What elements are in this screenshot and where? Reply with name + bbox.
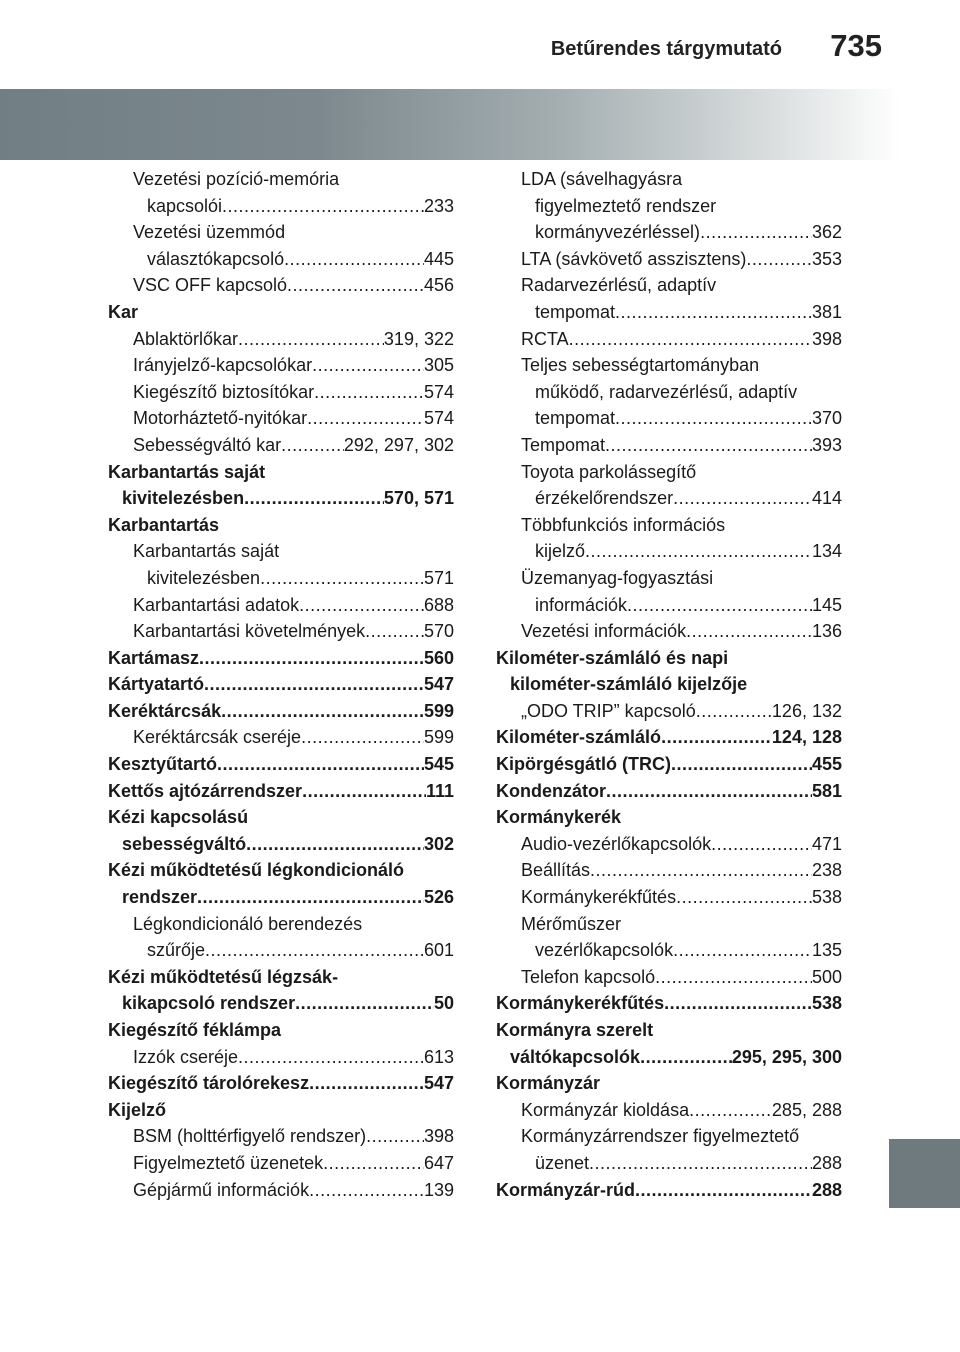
dot-leader bbox=[664, 990, 812, 1017]
index-subentry bbox=[108, 352, 454, 379]
entry-text: Karbantartás saját bbox=[108, 461, 266, 482]
dot-leader bbox=[238, 326, 384, 353]
dot-leader bbox=[199, 645, 424, 672]
index-subentry bbox=[496, 1097, 842, 1124]
page-reference: 571 bbox=[423, 567, 454, 588]
entry-text: Kormányzárrendszer figyelmeztető bbox=[521, 1126, 800, 1147]
entry-text: szűrője bbox=[147, 940, 206, 961]
page-reference: 136 bbox=[811, 621, 842, 642]
dot-leader bbox=[696, 698, 772, 725]
entry-text: Teljes sebességtartományban bbox=[521, 355, 760, 376]
entry-text: Kormányzár bbox=[496, 1073, 601, 1094]
index-subentry bbox=[496, 698, 842, 725]
entry-text: Kártyatartó bbox=[108, 674, 205, 695]
page-reference: 292, 297, 302 bbox=[343, 434, 454, 455]
section-title: Betűrendes tárgymutató bbox=[550, 38, 782, 60]
dot-leader bbox=[635, 1177, 812, 1204]
entry-text: Kormánykerékfűtés bbox=[521, 887, 677, 908]
index-subentry bbox=[496, 512, 842, 565]
index-entry bbox=[496, 724, 842, 751]
index-subentry bbox=[496, 911, 842, 964]
index-subentry bbox=[108, 166, 454, 219]
index-entry bbox=[496, 990, 842, 1017]
index-entry bbox=[496, 645, 842, 698]
dot-leader bbox=[676, 884, 812, 911]
dot-leader bbox=[615, 405, 812, 432]
page-reference: 647 bbox=[423, 1152, 454, 1173]
page-reference: 574 bbox=[423, 381, 454, 402]
index-entry bbox=[108, 804, 454, 857]
entry-text: Üzemanyag-fogyasztási bbox=[521, 567, 714, 588]
page-reference: 560 bbox=[423, 647, 454, 668]
index-entry bbox=[108, 964, 454, 1017]
index-entry bbox=[108, 512, 454, 539]
entry-text: sebességváltó bbox=[122, 833, 247, 854]
entry-text: Ablaktörlőkar bbox=[133, 328, 239, 349]
entry-text: Kézi kapcsolású bbox=[108, 807, 249, 828]
entry-text: Kilométer-számláló és napi bbox=[496, 647, 729, 668]
entry-text: működő, radarvezérlésű, adaptív bbox=[535, 381, 798, 402]
page-reference: 302 bbox=[423, 833, 454, 854]
index-subentry bbox=[496, 857, 842, 884]
dot-leader bbox=[590, 857, 812, 884]
entry-text: üzenet bbox=[535, 1152, 590, 1173]
index-subentry bbox=[496, 459, 842, 512]
page-reference: 547 bbox=[423, 674, 454, 695]
dot-leader bbox=[284, 246, 424, 273]
page-reference: 538 bbox=[811, 887, 842, 908]
index-entry bbox=[108, 671, 454, 698]
entry-text: kijelző bbox=[535, 541, 586, 562]
dot-leader bbox=[366, 1123, 424, 1150]
page-reference: 574 bbox=[423, 408, 454, 429]
dot-leader bbox=[295, 990, 434, 1017]
page-reference: 139 bbox=[423, 1179, 454, 1200]
index-entry bbox=[108, 698, 454, 725]
index-subentry bbox=[496, 618, 842, 645]
index-entry bbox=[108, 459, 454, 512]
dot-leader bbox=[302, 778, 426, 805]
entry-text: VSC OFF kapcsoló bbox=[133, 275, 288, 296]
index-entry bbox=[496, 1017, 842, 1070]
entry-text: kikapcsoló rendszer bbox=[122, 993, 296, 1014]
index-subentry bbox=[496, 166, 842, 246]
page-reference: 570 bbox=[423, 621, 454, 642]
dot-leader bbox=[700, 219, 812, 246]
index-subentry bbox=[108, 1123, 454, 1150]
entry-text: Többfunkciós információs bbox=[521, 514, 726, 535]
index-subentry bbox=[108, 1150, 454, 1177]
page-reference: 538 bbox=[811, 993, 842, 1014]
index-entry bbox=[108, 778, 454, 805]
entry-text: Kormányzár kioldása bbox=[521, 1099, 690, 1120]
dot-leader bbox=[585, 538, 812, 565]
entry-text: Karbantartási követelmények bbox=[133, 621, 366, 642]
page-reference: 285, 288 bbox=[771, 1099, 842, 1120]
page-reference: 414 bbox=[811, 488, 842, 509]
entry-text: Kormányzár-rúd bbox=[496, 1179, 636, 1200]
page-reference: 370 bbox=[811, 408, 842, 429]
entry-text: Motorháztető-nyitókar bbox=[133, 408, 308, 429]
entry-text: tempomat bbox=[535, 408, 616, 429]
dot-leader bbox=[246, 831, 424, 858]
index-entry bbox=[108, 751, 454, 778]
entry-text: Kilométer-számláló bbox=[496, 727, 662, 748]
entry-text: Karbantartás bbox=[108, 514, 220, 535]
entry-text: figyelmeztető rendszer bbox=[535, 195, 717, 216]
entry-text: Kondenzátor bbox=[496, 780, 606, 801]
dot-leader bbox=[281, 432, 344, 459]
dot-leader bbox=[746, 246, 812, 273]
page-reference: 456 bbox=[423, 275, 454, 296]
index-subentry bbox=[108, 724, 454, 751]
page-reference: 570, 571 bbox=[383, 488, 454, 509]
page-reference: 126, 132 bbox=[771, 700, 842, 721]
entry-text: tempomat bbox=[535, 301, 616, 322]
page-reference: 50 bbox=[433, 993, 454, 1014]
index-entry bbox=[108, 1070, 454, 1097]
dot-leader bbox=[221, 698, 424, 725]
entry-text: kivitelezésben bbox=[122, 488, 245, 509]
index-subentry bbox=[108, 1177, 454, 1204]
page-reference: 500 bbox=[811, 966, 842, 987]
entry-text: Kormányra szerelt bbox=[496, 1020, 654, 1040]
dot-leader bbox=[238, 1044, 424, 1071]
entry-text: információk bbox=[535, 594, 628, 615]
entry-text: Tempomat bbox=[521, 434, 606, 455]
index-subentry bbox=[496, 246, 842, 273]
entry-text: Vezetési információk bbox=[521, 621, 687, 642]
entry-text: Kiegészítő féklámpa bbox=[108, 1020, 282, 1040]
page-reference: 288 bbox=[811, 1179, 842, 1200]
dot-leader bbox=[711, 831, 812, 858]
index-subentry bbox=[496, 352, 842, 432]
page-reference: 398 bbox=[811, 328, 842, 349]
index-subentry bbox=[108, 405, 454, 432]
page-reference: 581 bbox=[811, 780, 842, 801]
page-reference: 124, 128 bbox=[771, 727, 842, 748]
page-reference: 471 bbox=[811, 833, 842, 854]
entry-text: Keréktárcsák bbox=[108, 700, 222, 721]
dot-leader bbox=[671, 751, 812, 778]
dot-leader bbox=[569, 326, 812, 353]
entry-text: Beállítás bbox=[521, 860, 591, 881]
index-column-left bbox=[108, 166, 454, 1203]
entry-text: Irányjelző-kapcsolókar bbox=[133, 355, 313, 376]
dot-leader bbox=[314, 379, 424, 406]
entry-text: Radarvezérlésű, adaptív bbox=[521, 275, 717, 296]
page-reference: 111 bbox=[425, 780, 454, 801]
entry-text: Gépjármű információk bbox=[133, 1179, 310, 1200]
dot-leader bbox=[299, 592, 424, 619]
dot-leader bbox=[640, 1044, 732, 1071]
entry-text: Vezetési üzemmód bbox=[133, 222, 286, 243]
dot-leader bbox=[307, 405, 424, 432]
index-entry bbox=[496, 1177, 842, 1204]
dot-leader bbox=[655, 964, 812, 991]
index-entry bbox=[496, 778, 842, 805]
dot-leader bbox=[605, 432, 812, 459]
index-subentry bbox=[108, 326, 454, 353]
entry-text: Karbantartás saját bbox=[133, 541, 280, 562]
index-subentry bbox=[496, 565, 842, 618]
dot-leader bbox=[312, 352, 424, 379]
page-reference: 613 bbox=[423, 1046, 454, 1067]
dot-leader bbox=[222, 193, 424, 220]
entry-text: Telefon kapcsoló bbox=[521, 966, 656, 987]
page-reference: 305 bbox=[423, 355, 454, 376]
index-subentry bbox=[108, 219, 454, 272]
entry-text: Figyelmeztető üzenetek bbox=[133, 1152, 324, 1173]
page-reference: 134 bbox=[811, 541, 842, 562]
page-reference: 599 bbox=[423, 700, 454, 721]
entry-text: Karbantartási adatok bbox=[133, 594, 300, 615]
entry-text: RCTA bbox=[521, 328, 569, 349]
entry-text: vezérlőkapcsolók bbox=[535, 940, 674, 961]
page-reference: 688 bbox=[423, 594, 454, 615]
index-entry bbox=[108, 1017, 454, 1044]
page-reference: 601 bbox=[423, 940, 454, 961]
dot-leader bbox=[217, 751, 424, 778]
entry-text: választókapcsoló bbox=[147, 248, 285, 269]
index-subentry bbox=[108, 618, 454, 645]
dot-leader bbox=[309, 1177, 424, 1204]
page-reference: 145 bbox=[811, 594, 842, 615]
index-subentry bbox=[496, 884, 842, 911]
index-entry bbox=[108, 645, 454, 672]
header-banner bbox=[0, 89, 900, 160]
page-reference: 455 bbox=[811, 754, 842, 775]
entry-text: Kézi működtetésű légkondicionáló bbox=[108, 860, 405, 881]
index-entry bbox=[108, 857, 454, 910]
entry-text: Légkondicionáló berendezés bbox=[133, 913, 363, 934]
index-subentry bbox=[108, 592, 454, 619]
dot-leader bbox=[689, 1097, 772, 1124]
index-subentry bbox=[496, 326, 842, 353]
page-reference: 393 bbox=[811, 434, 842, 455]
entry-text: Kartámasz bbox=[108, 647, 200, 668]
entry-text: kapcsolói bbox=[147, 195, 223, 216]
entry-text: kilométer-számláló kijelzője bbox=[510, 674, 748, 695]
entry-text: Kijelző bbox=[108, 1099, 167, 1120]
page-reference: 547 bbox=[423, 1073, 454, 1094]
dot-leader bbox=[323, 1150, 424, 1177]
dot-leader bbox=[287, 272, 424, 299]
page-reference: 526 bbox=[423, 887, 454, 908]
dot-leader bbox=[673, 937, 812, 964]
page-reference: 295, 295, 300 bbox=[731, 1046, 842, 1067]
index-subentry bbox=[496, 432, 842, 459]
index-entry bbox=[108, 1097, 454, 1124]
page-reference: 599 bbox=[423, 727, 454, 748]
page-reference: 238 bbox=[811, 860, 842, 881]
entry-text: Kormánykerék bbox=[496, 807, 622, 828]
entry-text: BSM (holttérfigyelő rendszer) bbox=[133, 1126, 367, 1147]
dot-leader bbox=[627, 592, 812, 619]
chapter-tab bbox=[889, 1139, 960, 1208]
entry-text: érzékelőrendszer bbox=[535, 488, 674, 509]
entry-text: Keréktárcsák cseréje bbox=[133, 727, 302, 748]
entry-text: LTA (sávkövető asszisztens) bbox=[521, 248, 747, 269]
dot-leader bbox=[673, 485, 812, 512]
dot-leader bbox=[589, 1150, 812, 1177]
entry-text: Mérőműszer bbox=[521, 913, 622, 934]
entry-text: Kiegészítő tárolórekesz bbox=[108, 1073, 310, 1094]
page-reference: 362 bbox=[811, 222, 842, 243]
entry-text: kormányvezérléssel) bbox=[535, 222, 701, 243]
page-reference: 398 bbox=[423, 1126, 454, 1147]
entry-text: kivitelezésben bbox=[147, 567, 261, 588]
dot-leader bbox=[204, 671, 424, 698]
entry-text: Kesztyűtartó bbox=[108, 754, 218, 775]
entry-text: Kar bbox=[108, 301, 139, 322]
index-subentry bbox=[496, 272, 842, 325]
index-subentry bbox=[108, 1044, 454, 1071]
dot-leader bbox=[661, 724, 772, 751]
page-reference: 288 bbox=[811, 1152, 842, 1173]
dot-leader bbox=[615, 299, 812, 326]
index-subentry bbox=[108, 272, 454, 299]
entry-text: váltókapcsolók bbox=[510, 1046, 641, 1067]
index-column-right bbox=[496, 166, 842, 1203]
dot-leader bbox=[365, 618, 424, 645]
index-entry bbox=[496, 1070, 842, 1097]
dot-leader bbox=[197, 884, 424, 911]
page-reference: 353 bbox=[811, 248, 842, 269]
entry-text: Vezetési pozíció-memória bbox=[133, 169, 340, 189]
entry-text: rendszer bbox=[122, 887, 198, 908]
entry-text: Sebességváltó kar bbox=[133, 434, 282, 455]
index-subentry bbox=[496, 964, 842, 991]
index-subentry bbox=[496, 1123, 842, 1176]
entry-text: Audio-vezérlőkapcsolók bbox=[521, 833, 712, 854]
index-subentry bbox=[108, 911, 454, 964]
page-reference: 135 bbox=[811, 940, 842, 961]
dot-leader bbox=[301, 724, 424, 751]
entry-text: Kipörgésgátló (TRC) bbox=[496, 754, 671, 775]
entry-text: LDA (sávelhagyásra bbox=[521, 169, 683, 189]
index-subentry bbox=[108, 379, 454, 406]
entry-text: Kézi működtetésű légzsák- bbox=[108, 966, 339, 987]
dot-leader bbox=[309, 1070, 424, 1097]
entry-text: Kettős ajtózárrendszer bbox=[108, 780, 303, 801]
index-subentry bbox=[108, 432, 454, 459]
index-subentry bbox=[496, 831, 842, 858]
dot-leader bbox=[244, 485, 384, 512]
index-entry bbox=[496, 751, 842, 778]
dot-leader bbox=[686, 618, 812, 645]
page-reference: 445 bbox=[423, 248, 454, 269]
index-entry bbox=[108, 299, 454, 326]
dot-leader bbox=[260, 565, 424, 592]
page-reference: 319, 322 bbox=[383, 328, 454, 349]
entry-text: Izzók cseréje bbox=[133, 1046, 239, 1067]
dot-leader bbox=[205, 937, 424, 964]
index-subentry bbox=[108, 538, 454, 591]
page-reference: 545 bbox=[423, 754, 454, 775]
dot-leader bbox=[606, 778, 812, 805]
page-number: 735 bbox=[830, 28, 882, 63]
entry-text: Kiegészítő biztosítókar bbox=[133, 381, 315, 402]
entry-text: „ODO TRIP” kapcsoló bbox=[521, 700, 696, 721]
entry-text: Toyota parkolássegítő bbox=[521, 461, 697, 482]
page-reference: 381 bbox=[811, 301, 842, 322]
index-entry bbox=[496, 804, 842, 831]
entry-text: Kormánykerékfűtés bbox=[496, 993, 665, 1014]
page-reference: 233 bbox=[423, 195, 454, 216]
